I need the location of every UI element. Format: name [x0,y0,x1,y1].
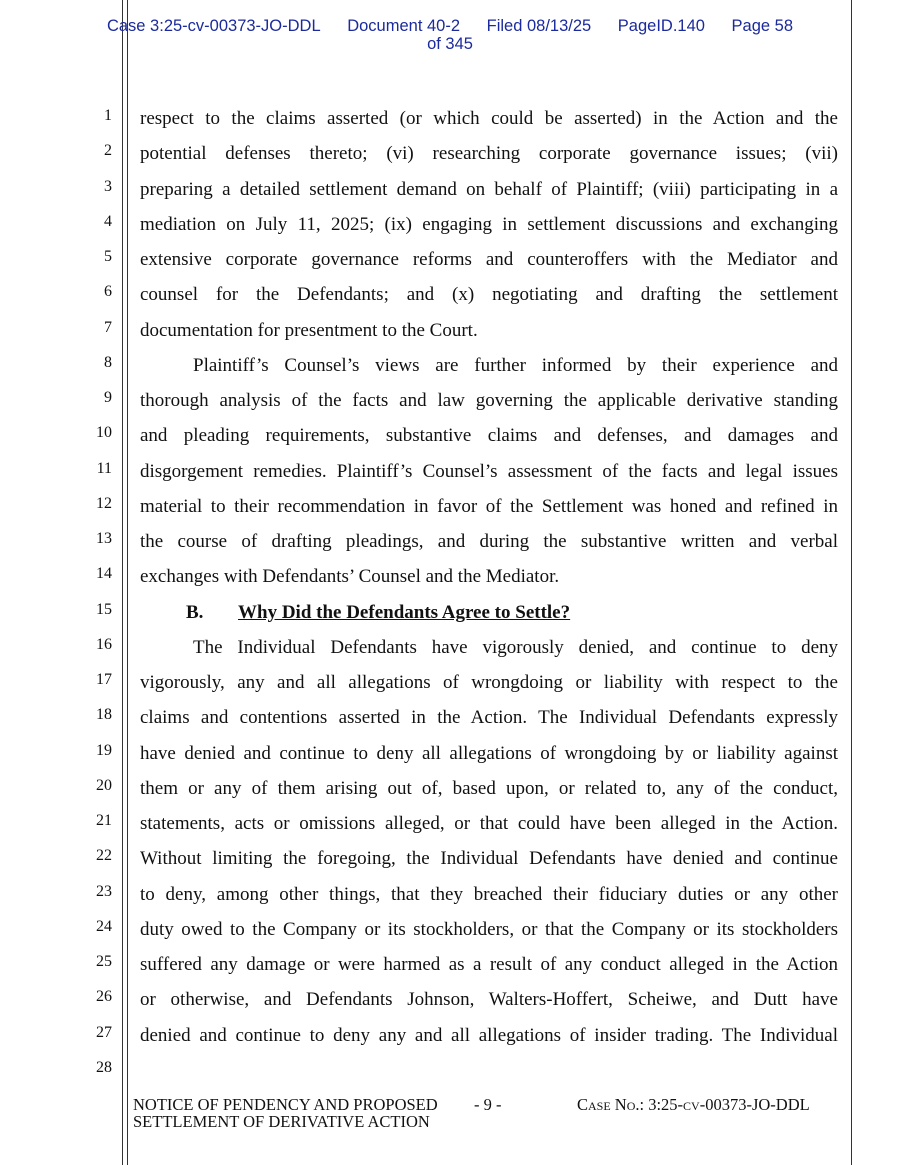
line-number: 15 [96,600,112,618]
footer-title [133,1096,438,1130]
footer-case-number: Case No.: 3:25-cv-00373-JO-DDL [577,1095,810,1114]
line-number: 22 [96,847,112,865]
stamp-filed: Filed 08/13/25 [486,17,592,35]
stamp-document: Document 40-2 [347,17,461,35]
line-number: 8 [104,353,112,371]
body-text-line: preparing a detailed settlement demand on behalf of Plaintiff; (viii) participating in a [140,178,838,200]
stamp-case: Case 3:25-cv-00373-JO-DDL [106,17,321,35]
line-number: 27 [96,1023,112,1041]
body-text-line: duty owed to the Company or its stockholders, or that the Company or its stockholders [140,918,838,940]
heading-letter: B. [186,602,204,623]
line-number: 7 [104,318,112,336]
body-text-line: The Individual Defendants have vigorously denied, and continue to deny [193,636,838,658]
line-number: 13 [96,530,112,547]
stamp-page: Page 58 [731,17,794,35]
body-text-line: them or any of them arising out of, based upon, or related to, any of the conduct, [140,777,838,799]
line-number: 2 [104,142,112,160]
body-text-line: thorough analysis of the facts and law governing the applicable derivative standing [140,390,838,411]
line-number: 28 [96,1058,112,1076]
line-number: 25 [96,953,112,970]
body-text-line: have denied and continue to deny all allegations of wrongdoing by or liability against [140,742,838,764]
body-text-line: statements, acts or omissions alleged, or that could have been alleged in the Action. [140,813,838,834]
line-number: 26 [96,988,112,1006]
line-number: 9 [104,389,112,406]
body-text-line: to deny, among other things, that they breached their fiduciary duties or any other [140,883,838,905]
filing-stamp [0,17,900,53]
body-text-line: mediation on July 11, 2025; (ix) engaging in settlement discussions and exchanging [140,213,838,235]
body-text-line: documentation for presentment to the Court. [140,319,478,341]
footer-title-line1: NOTICE OF PENDENCY AND PROPOSED [133,1095,438,1114]
body-text-line: suffered any damage or were harmed as a result of any conduct alleged in the Action [140,954,838,975]
right-margin-rule [851,0,852,1165]
footer-title-line2: SETTLEMENT OF DERIVATIVE ACTION [133,1112,430,1131]
line-number: 11 [96,459,112,477]
line-number: 4 [104,212,112,230]
body-text-line: counsel for the Defendants; and (x) negotiating and drafting the settlement [140,284,838,306]
body-text-line: Without limiting the foregoing, the Individual Defendants have denied and continue [140,848,838,870]
body-text-line: exchanges with Defendants’ Counsel and the Mediator. [140,566,560,588]
body-text-line: disgorgement remedies. Plaintiff’s Counsel’s assessment of the facts and legal issues [140,460,838,482]
body-text-line: claims and contentions asserted in the Action. The Individual Defendants expressly [140,707,838,729]
body-text-line: Plaintiff’s Counsel’s views are further informed by their experience and [193,354,838,376]
left-margin-rule-inner [127,0,128,1165]
line-number: 18 [96,706,112,724]
line-number: 23 [96,882,112,900]
body-text-line: vigorously, any and all allegations of wrongdoing or liability with respect to the [140,672,838,693]
line-number: 10 [96,424,112,442]
stamp-page-id: PageID.140 [617,17,705,35]
line-number: 12 [96,494,112,512]
line-number: 16 [96,635,112,653]
body-text-line: the course of drafting pleadings, and during the substantive written and verbal [140,531,838,552]
body-text-line: extensive corporate governance reforms and counteroffers with the Mediator and [140,249,838,270]
line-number: 19 [96,741,112,759]
line-number: 20 [96,776,112,794]
line-number: 14 [96,565,112,583]
line-number: 24 [96,917,112,935]
body-text-line: or otherwise, and Defendants Johnson, Walters-Hoffert, Scheiwe, and Dutt have [140,989,838,1011]
section-heading [186,602,571,624]
body-text-line: respect to the claims asserted (or which could be asserted) in the Action and the [140,108,838,129]
line-number: 6 [104,283,112,301]
heading-title: Why Did the Defendants Agree to Settle? [238,602,571,623]
line-number: 3 [104,177,112,195]
body-text-line: material to their recommendation in favor of the Settlement was honed and refined in [140,495,838,517]
line-number: 1 [104,107,112,124]
line-number: 17 [96,671,112,688]
line-number: 21 [96,812,112,829]
body-text-line: potential defenses thereto; (vi) researching corporate governance issues; (vii) [140,143,838,165]
stamp-of: of 345 [427,35,473,53]
body-text-line: denied and continue to deny any and all allegations of insider trading. The Individual [140,1024,838,1046]
left-margin-rule-outer [122,0,123,1165]
line-number: 5 [104,248,112,265]
body-text-line: and pleading requirements, substantive claims and defenses, and damages and [140,425,838,447]
footer-page-number: - 9 - [474,1095,502,1114]
